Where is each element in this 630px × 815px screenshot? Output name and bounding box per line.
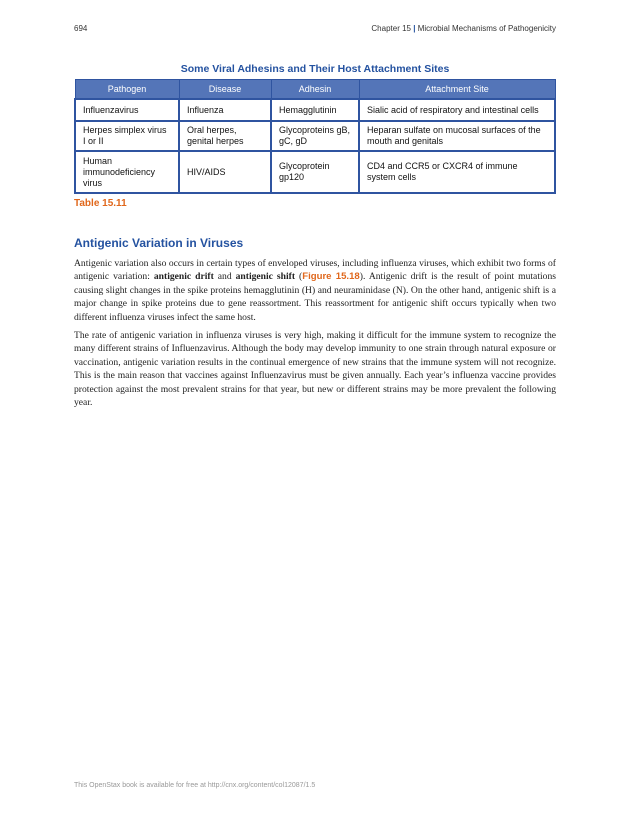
column-header: Adhesin <box>271 80 359 100</box>
term-antigenic-shift: antigenic shift <box>235 271 296 283</box>
term-antigenic-drift: antigenic drift <box>153 271 214 283</box>
table-cell: Oral herpes, genital herpes <box>179 121 271 151</box>
table-row <box>75 121 555 151</box>
header-separator: | <box>413 24 416 33</box>
paragraph: The rate of antigenic variation in influenza viruses is very high, making it difficult for the immune system to recognize the many different strains of Influenzavirus. Although the body may develop immunity to one strain through natural exposure or vaccination, antigenic variation results in the continual emergence of new strains that the immune system will not recognize. This is the main reason that vaccines against Influenzavirus must be given annually. Each year’s influenza vaccine provides protection against the most prevalent strains for that year, but new or different strains may be more prevalent the following year. <box>74 330 556 409</box>
section-heading: Antigenic Variation in Viruses <box>74 236 244 250</box>
table-cell: Hemagglutinin <box>271 99 359 121</box>
table-cell: Influenza <box>179 99 271 121</box>
figure-link[interactable]: Figure 15.18 <box>302 271 360 283</box>
section-body <box>74 257 556 414</box>
column-header: Pathogen <box>75 80 179 100</box>
column-header: Disease <box>179 80 271 100</box>
table-row <box>75 151 555 193</box>
table-cell: Glycoproteins gB, gC, gD <box>271 121 359 151</box>
table-caption: Table 15.11 <box>74 198 127 209</box>
table-cell: HIV/AIDS <box>179 151 271 193</box>
table-cell: Sialic acid of respiratory and intestinal cells <box>359 99 555 121</box>
adhesin-table <box>74 79 556 194</box>
table-title: Some Viral Adhesins and Their Host Attachment Sites <box>180 63 450 75</box>
table-row <box>75 99 555 121</box>
table-cell: Herpes simplex virus I or II <box>75 121 179 151</box>
chapter-label: Chapter 15 <box>371 24 411 33</box>
table-cell: CD4 and CCR5 or CXCR4 of immune system cells <box>359 151 555 193</box>
table-cell: Human immunodeficiency virus <box>75 151 179 193</box>
paragraph: Antigenic variation also occurs in certain types of enveloped viruses, including influenza viruses, which exhibit two forms of antigenic variation: antigenic drift and antigenic shift (Figure 15.18). Antigenic drift is the result of point mutations causing slight changes in the spike proteins hemagglutinin (H) and neuraminidase (N). On the other hand, antigenic shift is a major change in spike proteins due to gene reassortment. This reassortment for antigenic shift occurs typically when two different influenza viruses infect the same host. <box>74 258 556 323</box>
page-number: 694 <box>74 24 88 33</box>
table-cell: Heparan sulfate on mucosal surfaces of the mouth and genitals <box>359 121 555 151</box>
page-footer: This OpenStax book is available for free at http://cnx.org/content/col12087/1.5 <box>74 782 316 789</box>
table-cell: Glycoprotein gp120 <box>271 151 359 193</box>
running-header <box>371 24 556 33</box>
chapter-title: Microbial Mechanisms of Pathogenicity <box>417 24 556 33</box>
table-cell: Influenzavirus <box>75 99 179 121</box>
column-header: Attachment Site <box>359 80 555 100</box>
table-header-row <box>75 80 555 100</box>
